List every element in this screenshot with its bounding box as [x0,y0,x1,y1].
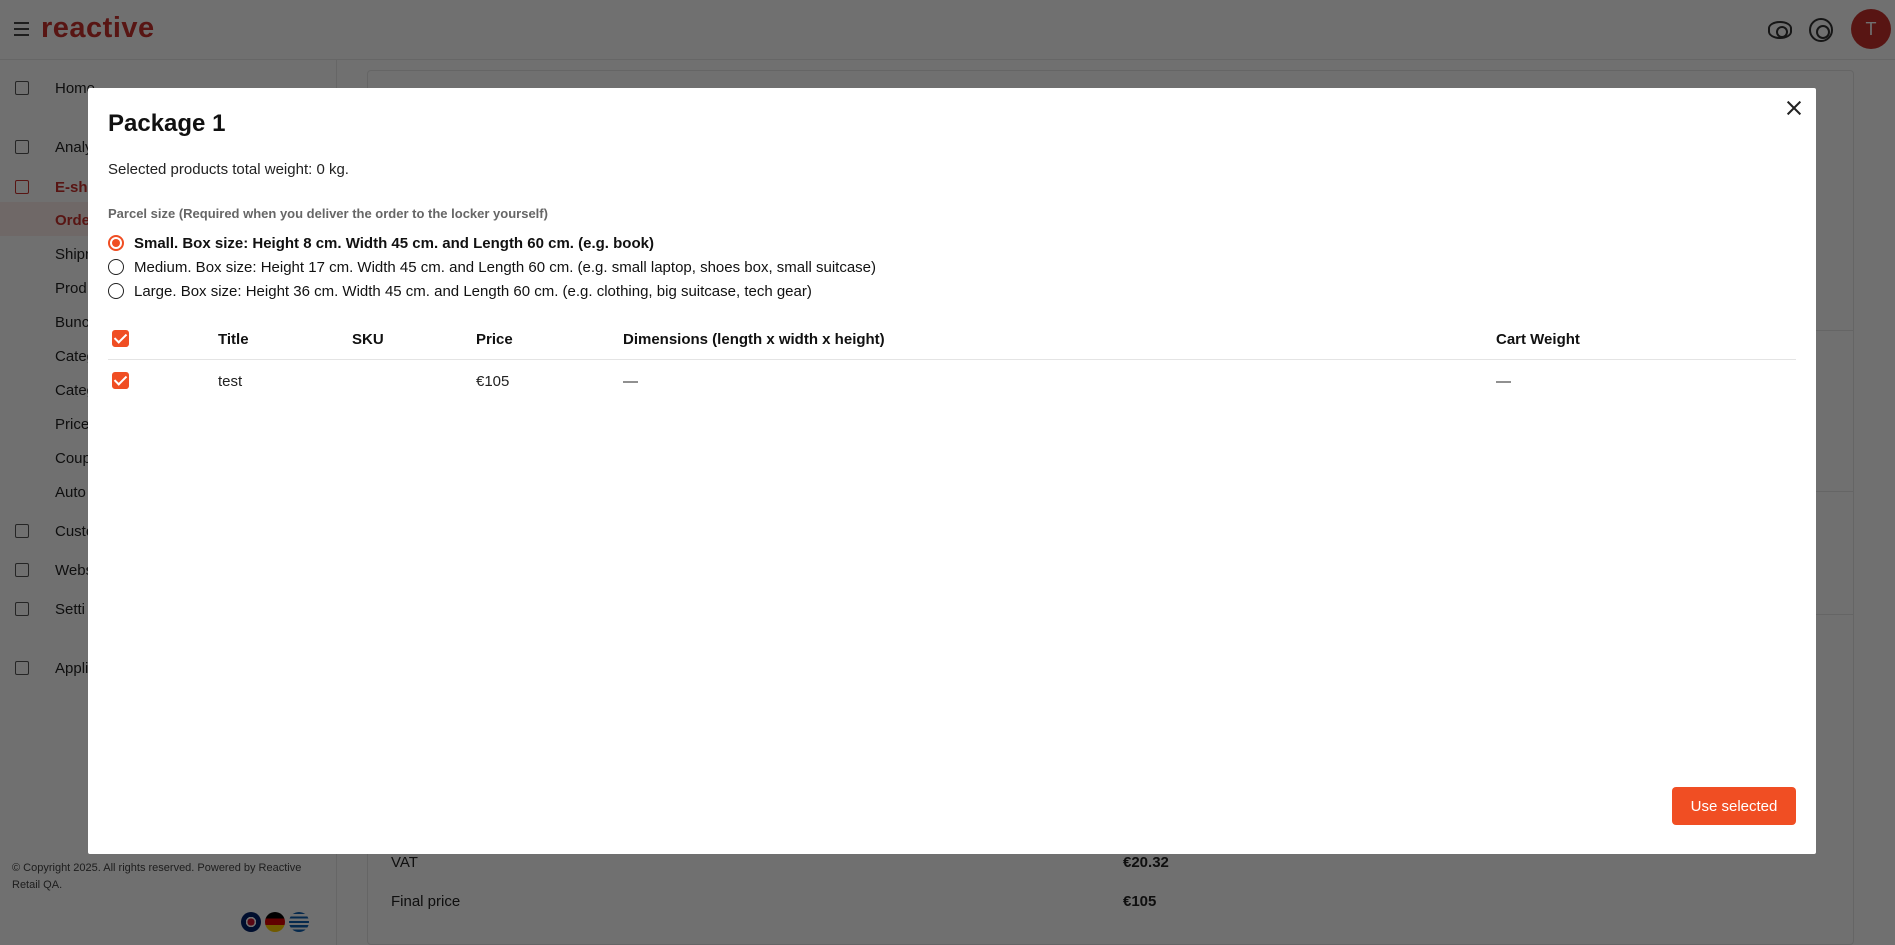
package-modal [88,88,1816,854]
parcel-option-large[interactable] [108,281,812,301]
cell-dimensions: — [623,373,638,390]
column-price: Price [476,331,513,348]
parcel-option-medium[interactable] [108,257,876,277]
column-cart-weight: Cart Weight [1496,331,1580,348]
parcel-option-label: Small. Box size: Height 8 cm. Width 45 cm. and Length 60 cm. (e.g. book) [134,234,654,252]
column-sku: SKU [352,331,384,348]
parcel-option-label: Large. Box size: Height 36 cm. Width 45 cm. and Length 60 cm. (e.g. clothing, big suitcase, tech gear) [134,282,812,300]
column-dimensions: Dimensions (length x width x height) [623,331,885,348]
table-row[interactable] [108,362,1796,402]
select-all-checkbox[interactable] [112,330,129,347]
cell-title: test [218,373,243,390]
radio-unchecked-icon[interactable] [108,283,124,299]
radio-checked-icon[interactable] [108,235,124,251]
close-icon[interactable] [1783,97,1805,119]
products-table-header [108,328,1796,360]
parcel-option-label: Medium. Box size: Height 17 cm. Width 45 cm. and Length 60 cm. (e.g. small laptop, shoes box, small suitcase) [134,258,876,276]
parcel-option-small[interactable] [108,233,654,253]
cell-cart-weight: — [1496,373,1511,390]
use-selected-button[interactable]: Use selected [1672,787,1796,825]
row-checkbox[interactable] [112,372,129,389]
cell-price: €105 [476,373,510,390]
total-weight-text: Selected products total weight: 0 kg. [108,161,349,178]
column-title: Title [218,331,249,348]
radio-unchecked-icon[interactable] [108,259,124,275]
modal-title: Package 1 [108,110,226,137]
parcel-size-label: Parcel size (Required when you deliver the order to the locker yourself) [108,206,548,221]
